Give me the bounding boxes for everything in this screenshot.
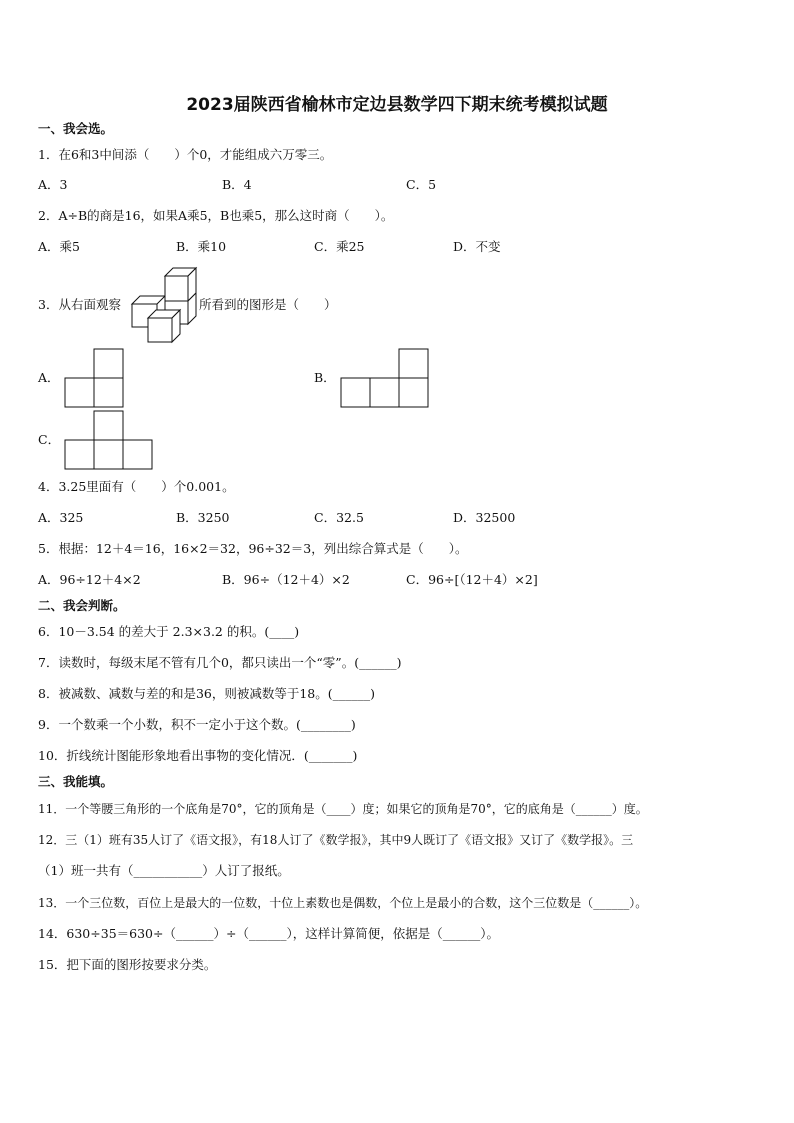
- q2-option-a: A．乘5: [38, 239, 80, 254]
- question-4: 4．3.25里面有（ ）个0.001。: [38, 479, 235, 494]
- section-heading-2: 二、我会判断。: [38, 598, 126, 613]
- question-12-line-1: 12．三（1）班有35人订了《语文报》，有18人订了《数学报》，其中9人既订了《语文报》又订了《数学报》。三: [38, 833, 634, 847]
- q3-option-c-figure: [65, 411, 153, 470]
- q3-option-a: A．: [38, 370, 60, 385]
- question-1: 1．在6和3中间添（ ）个0，才能组成六万零三。: [38, 147, 333, 162]
- question-11: 11．一个等腰三角形的一个底角是70°，它的顶角是（____）度；如果它的顶角是70°，它的底角是（______）度。: [38, 802, 648, 816]
- question-9: 9．一个数乘一个小数，积不一定小于这个数。(________): [38, 717, 356, 732]
- page-title: 2023届陕西省榆林市定边县数学四下期末统考模拟试题: [186, 95, 608, 115]
- section-heading-3: 三、我能填。: [38, 774, 114, 789]
- question-14: 14．630÷35＝630÷（______）÷（______），这样计算简便，依据是（______）。: [38, 926, 499, 941]
- question-7: 7．读数时，每级末尾不管有几个0，都只读出一个“零”。(______): [38, 655, 402, 670]
- q3-option-b-figure: [341, 349, 429, 408]
- q4-option-c: C．32.5: [314, 510, 364, 525]
- q5-option-a: A．96÷12＋4×2: [38, 572, 141, 587]
- question-12-line-2: （1）班一共有（___________）人订了报纸。: [38, 863, 290, 878]
- question-10: 10．折线统计图能形象地看出事物的变化情况．(_______): [38, 748, 358, 763]
- question-3-suffix: 所看到的图形是（ ）: [199, 297, 337, 312]
- q1-option-b: B．4: [222, 177, 252, 192]
- q5-option-b: B．96÷（12＋4）×2: [222, 572, 350, 587]
- q3-option-b: B．: [314, 370, 336, 385]
- q4-option-a: A．325: [38, 510, 84, 525]
- question-15: 15．把下面的图形按要求分类。: [38, 957, 217, 972]
- q4-option-d: D．32500: [453, 510, 516, 525]
- question-6: 6．10－3.54 的差大于 2.3×3.2 的积。(____): [38, 624, 300, 639]
- q2-option-b: B．乘10: [176, 239, 227, 254]
- section-heading-1: 一、我会选。: [38, 121, 114, 136]
- q1-option-c: C．5: [406, 177, 437, 192]
- question-5: 5．根据：12＋4＝16，16×2＝32，96÷32＝3，列出综合算式是（ ）。: [38, 541, 468, 556]
- q3-option-a-figure: [65, 349, 124, 408]
- question-3-prefix: 3．从右面观察: [38, 297, 121, 312]
- question-13: 13．一个三位数，百位上是最大的一位数，十位上素数也是偶数，个位上是最小的合数，这个三位数是（______）。: [38, 896, 648, 910]
- q2-option-c: C．乘25: [314, 239, 365, 254]
- q5-option-c: C．96÷[（12＋4）×2]: [406, 572, 538, 587]
- q3-option-c: C．: [38, 432, 61, 447]
- question-2: 2．A÷B的商是16，如果A乘5，B也乘5，那么这时商（ ）。: [38, 208, 394, 223]
- question-8: 8．被减数、减数与差的和是36，则被减数等于18。(______): [38, 686, 376, 701]
- q2-option-d: D．不变: [453, 239, 501, 254]
- q4-option-b: B．3250: [176, 510, 230, 525]
- cube-stack-figure: [128, 266, 198, 344]
- q1-option-a: A．3: [38, 177, 68, 192]
